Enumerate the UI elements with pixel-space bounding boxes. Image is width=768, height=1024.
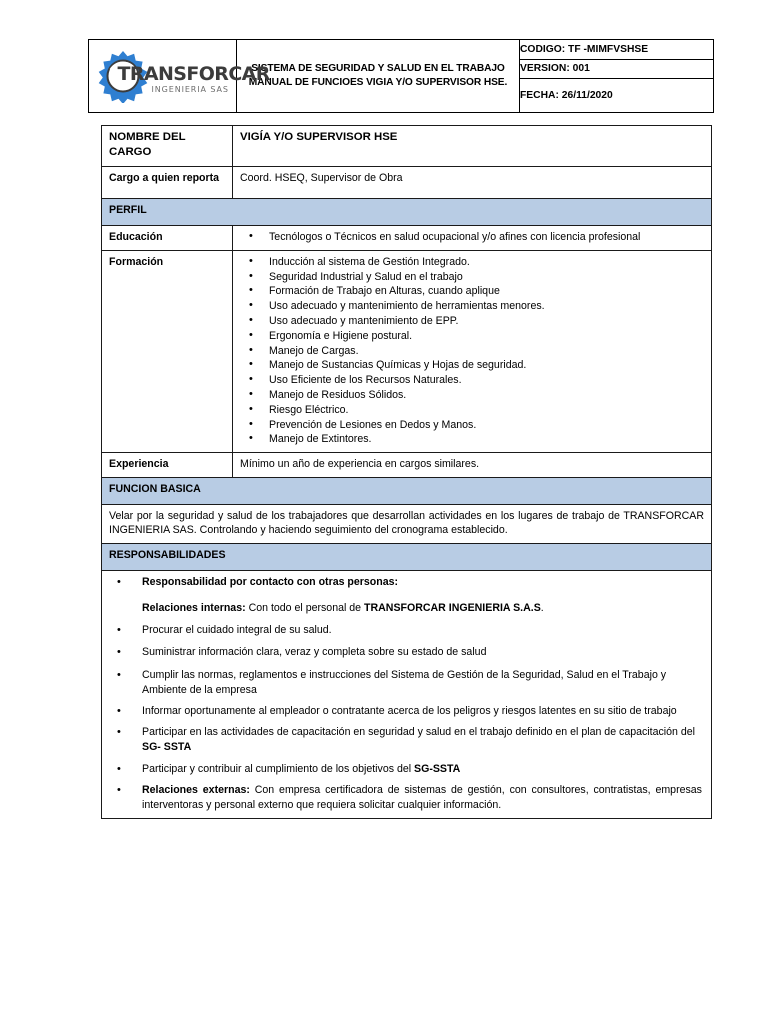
resp-sub-rest-0: Con todo el personal de bbox=[245, 602, 365, 615]
header-fecha: FECHA: 26/11/2020 bbox=[520, 79, 714, 113]
label-formacion: Formación bbox=[102, 250, 233, 452]
resp-text-bold-6: SG-SSTA bbox=[414, 762, 461, 775]
list-item: • Uso Eficiente de los Recursos Naturales. bbox=[240, 373, 704, 388]
label-nombre-cargo: NOMBRE DEL CARGO bbox=[102, 126, 233, 167]
value-formacion bbox=[233, 250, 712, 452]
section-band-perfil: PERFIL bbox=[102, 199, 712, 226]
list-item: • Inducción al sistema de Gestión Integrado. bbox=[240, 255, 704, 270]
job-description-table bbox=[101, 125, 712, 819]
table-row-responsabilidades-list bbox=[102, 570, 712, 818]
value-cargo-reporta: Coord. HSEQ, Supervisor de Obra bbox=[233, 167, 712, 199]
header-codigo: CODIGO: TF -MIMFVSHSE bbox=[520, 40, 714, 60]
value-educacion bbox=[233, 226, 712, 251]
list-item: • Prevención de Lesiones en Dedos y Manos. bbox=[240, 418, 704, 433]
list-item bbox=[109, 725, 704, 755]
logo bbox=[94, 45, 270, 107]
resp-text-7: Con empresa certificadora de sistemas de gestión, con consultores, contratistas, empresas interventoras y personal externo que requiera solicitar cualquier información. bbox=[142, 783, 702, 811]
resp-text-pre-6: Participar y contribuir al cumplimiento de los objetivos del bbox=[142, 762, 415, 775]
table-row-experiencia bbox=[102, 453, 712, 478]
table-row-formacion bbox=[102, 250, 712, 452]
resp-sub-tail-0: . bbox=[540, 602, 544, 615]
list-item: • Uso adecuado y mantenimiento de herramientas menores. bbox=[240, 299, 704, 314]
list-item: • Ergonomía e Higiene postural. bbox=[240, 329, 704, 344]
label-educacion: Educación bbox=[102, 226, 233, 251]
resp-sub-0 bbox=[142, 601, 704, 616]
section-band-funcion-basica: FUNCION BASICA bbox=[102, 477, 712, 504]
company-logo-cell bbox=[89, 40, 270, 113]
document-header-table bbox=[88, 39, 714, 113]
resp-text-bold-5: SG- SSTA bbox=[142, 741, 192, 754]
list-item: • Uso adecuado y mantenimiento de EPP. bbox=[240, 314, 704, 329]
list-item: • Tecnólogos o Técnicos en salud ocupacional y/o afines con licencia profesional bbox=[240, 230, 704, 245]
document-title-line-2: MANUAL DE FUNCIOES VIGIA Y/O SUPERVISOR HSE. bbox=[248, 77, 508, 88]
table-row-nombre-cargo bbox=[102, 126, 712, 167]
formacion-list bbox=[240, 255, 704, 447]
logo-tagline: INGENIERIA SAS bbox=[151, 85, 229, 94]
educacion-list bbox=[240, 230, 704, 245]
label-experiencia: Experiencia bbox=[102, 453, 233, 478]
list-item: • Manejo de Residuos Sólidos. bbox=[240, 388, 704, 403]
list-item: • Informar oportunamente al empleador o contratante acerca de los peligros y riesgos latentes en su sitio de trabajo bbox=[109, 704, 704, 719]
logo-company-name: TRANSFORCAR bbox=[117, 63, 270, 85]
responsabilidades-list bbox=[109, 575, 704, 813]
section-band-responsabilidades: RESPONSABILIDADES bbox=[102, 543, 712, 570]
resp-lead-0: Responsabilidad por contacto con otras personas: bbox=[142, 575, 399, 588]
list-item: • Manejo de Sustancias Químicas y Hojas de seguridad. bbox=[240, 358, 704, 373]
table-row-funcion-basica-text bbox=[102, 504, 712, 543]
list-item bbox=[109, 575, 704, 616]
value-nombre-cargo: VIGÍA Y/O SUPERVISOR HSE bbox=[233, 126, 712, 167]
value-experiencia: Mínimo un año de experiencia en cargos similares. bbox=[233, 453, 712, 478]
document-title-line-1: SISTEMA DE SEGURIDAD Y SALUD EN EL TRABAJO bbox=[251, 62, 505, 74]
table-row-funcion-basica-band bbox=[102, 477, 712, 504]
resp-sub-tailbold-0: TRANSFORCAR INGENIERIA S.A.S bbox=[364, 602, 541, 615]
cell-responsabilidades bbox=[102, 570, 712, 818]
resp-text-pre-5: Participar en las actividades de capacitación en seguridad y salud en el trabajo definido en el plan de capacitación del bbox=[142, 726, 696, 739]
list-item: • Riesgo Eléctrico. bbox=[240, 403, 704, 418]
label-cargo-reporta: Cargo a quien reporta bbox=[102, 167, 233, 199]
list-item bbox=[109, 783, 704, 813]
header-version: VERSION: 001 bbox=[520, 59, 714, 79]
text-funcion-basica: Velar por la seguridad y salud de los trabajadores que desarrollan actividades en los lugares de trabajo de TRANSFORCAR INGENIERIA SAS. Controlando y haciendo seguimiento del cronograma establecido. bbox=[102, 504, 712, 543]
list-item: • Seguridad Industrial y Salud en el trabajo bbox=[240, 270, 704, 285]
list-item: • Manejo de Extintores. bbox=[240, 432, 704, 447]
table-row-educacion bbox=[102, 226, 712, 251]
list-item: • Cumplir las normas, reglamentos e instrucciones del Sistema de Gestión de la Seguridad, Salud en el Trabajo y Ambiente de la empresa bbox=[109, 668, 704, 698]
table-row-responsabilidades-band bbox=[102, 543, 712, 570]
list-item: • Formación de Trabajo en Alturas, cuando aplique bbox=[240, 284, 704, 299]
list-item: • Manejo de Cargas. bbox=[240, 344, 704, 359]
list-item: • Procurar el cuidado integral de su salud. bbox=[109, 623, 704, 638]
table-row-perfil-band bbox=[102, 199, 712, 226]
document-title-cell bbox=[237, 40, 520, 113]
list-item: • Suministrar información clara, veraz y completa sobre su estado de salud bbox=[109, 645, 704, 660]
resp-lead-7: Relaciones externas: bbox=[142, 783, 250, 796]
table-row-reporta bbox=[102, 167, 712, 199]
list-item bbox=[109, 762, 704, 777]
resp-sub-label-0: Relaciones internas: bbox=[142, 602, 246, 615]
